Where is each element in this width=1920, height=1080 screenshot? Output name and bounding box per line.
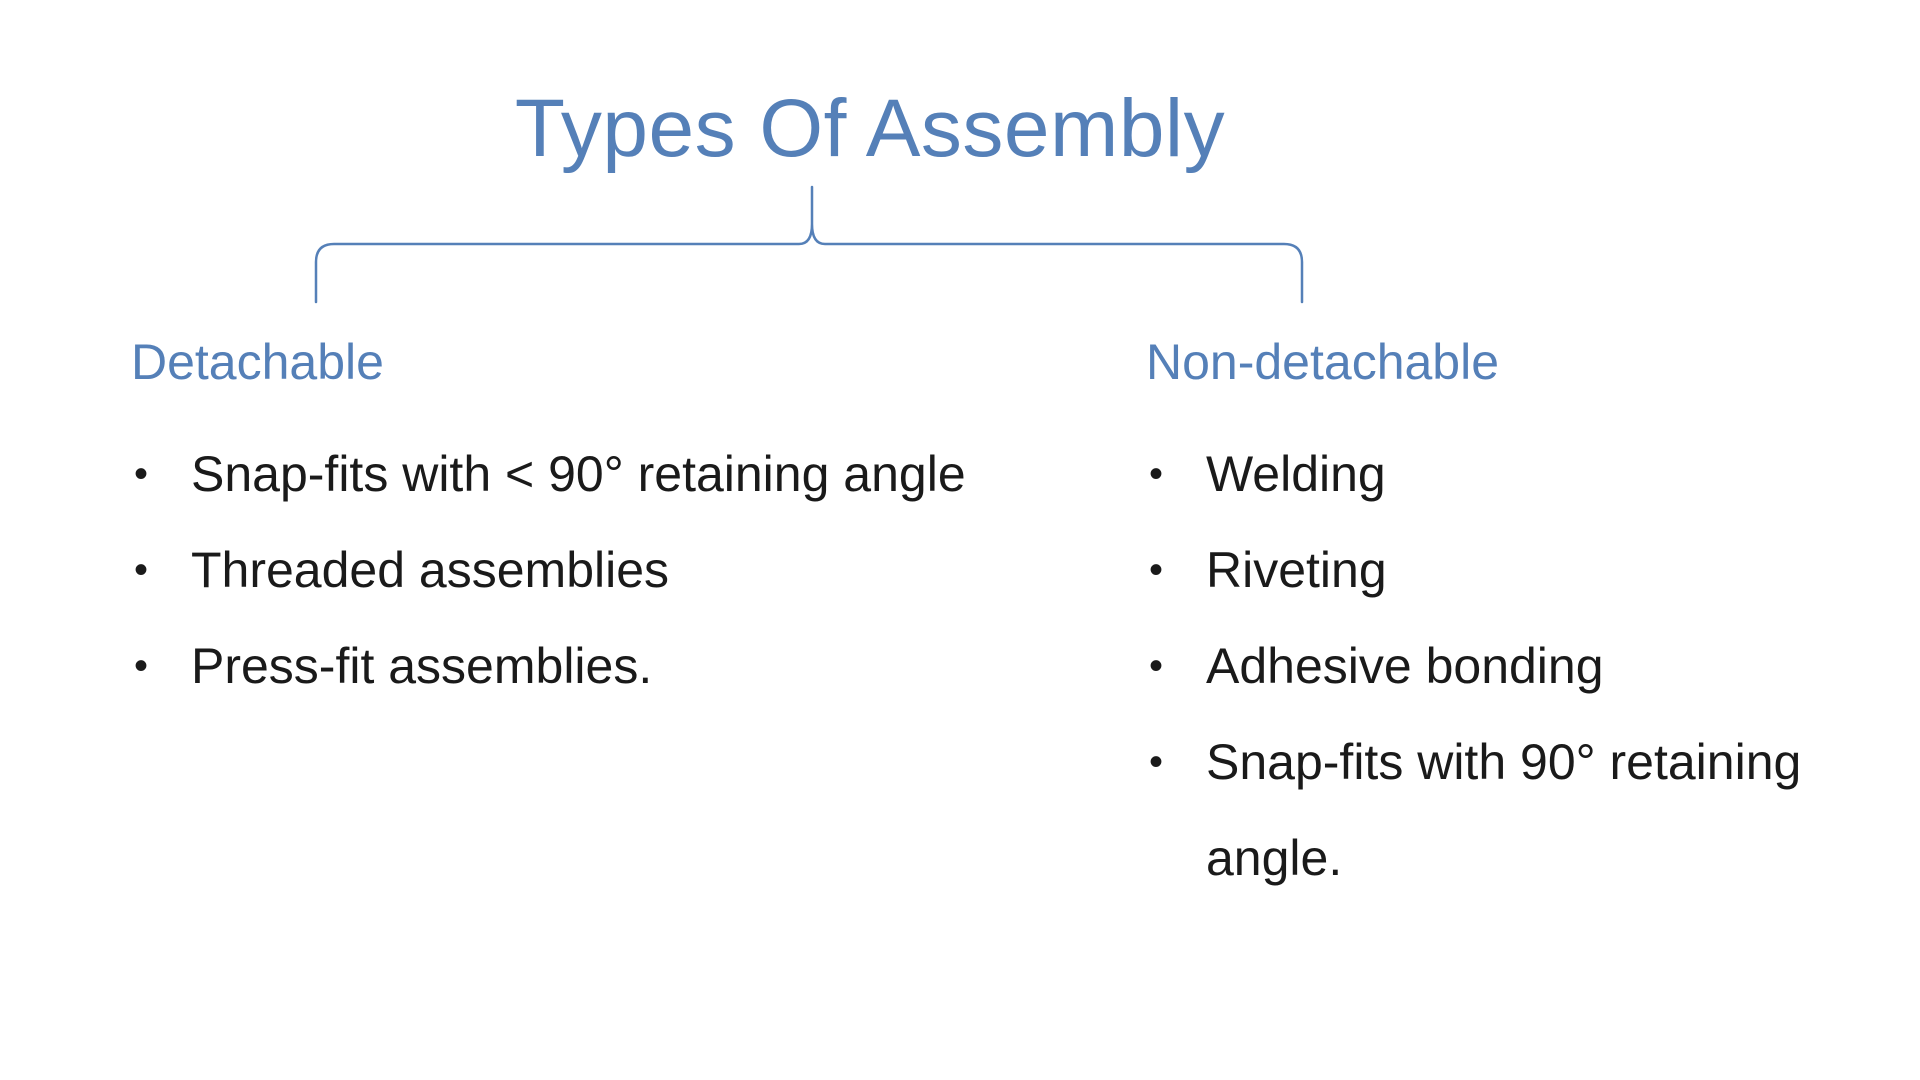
bullet-icon: • [1149,740,1164,784]
list-item-text: Threaded assemblies [191,542,670,598]
list-item-text: Press-fit assemblies. [191,638,653,694]
slide-title: Types Of Assembly [514,83,1226,174]
bullet-icon: • [134,548,149,592]
list-item [1146,714,1906,906]
non-detachable-column [1146,332,1906,906]
non-detachable-heading: Non-detachable [1146,334,1500,390]
bullet-icon: • [1149,548,1164,592]
list-item [131,618,1031,714]
list-item-text: Adhesive bonding [1206,638,1604,694]
list-item [1146,618,1906,714]
list-item [1146,426,1906,522]
list-item [131,426,1031,522]
bullet-icon: • [1149,644,1164,688]
detachable-column [131,332,1031,714]
list-item-text: Riveting [1206,542,1387,598]
list-item-text: Welding [1206,446,1386,502]
bullet-icon: • [1149,452,1164,496]
bullet-icon: • [134,452,149,496]
bullet-icon: • [134,644,149,688]
list-item [1146,522,1906,618]
detachable-list [131,426,1031,714]
list-item [131,522,1031,618]
detachable-heading: Detachable [131,334,384,390]
list-item-text: Snap-fits with < 90° retaining angle [191,446,966,502]
list-item-text: Snap-fits with 90° retaining angle. [1206,734,1802,886]
non-detachable-list [1146,426,1906,906]
